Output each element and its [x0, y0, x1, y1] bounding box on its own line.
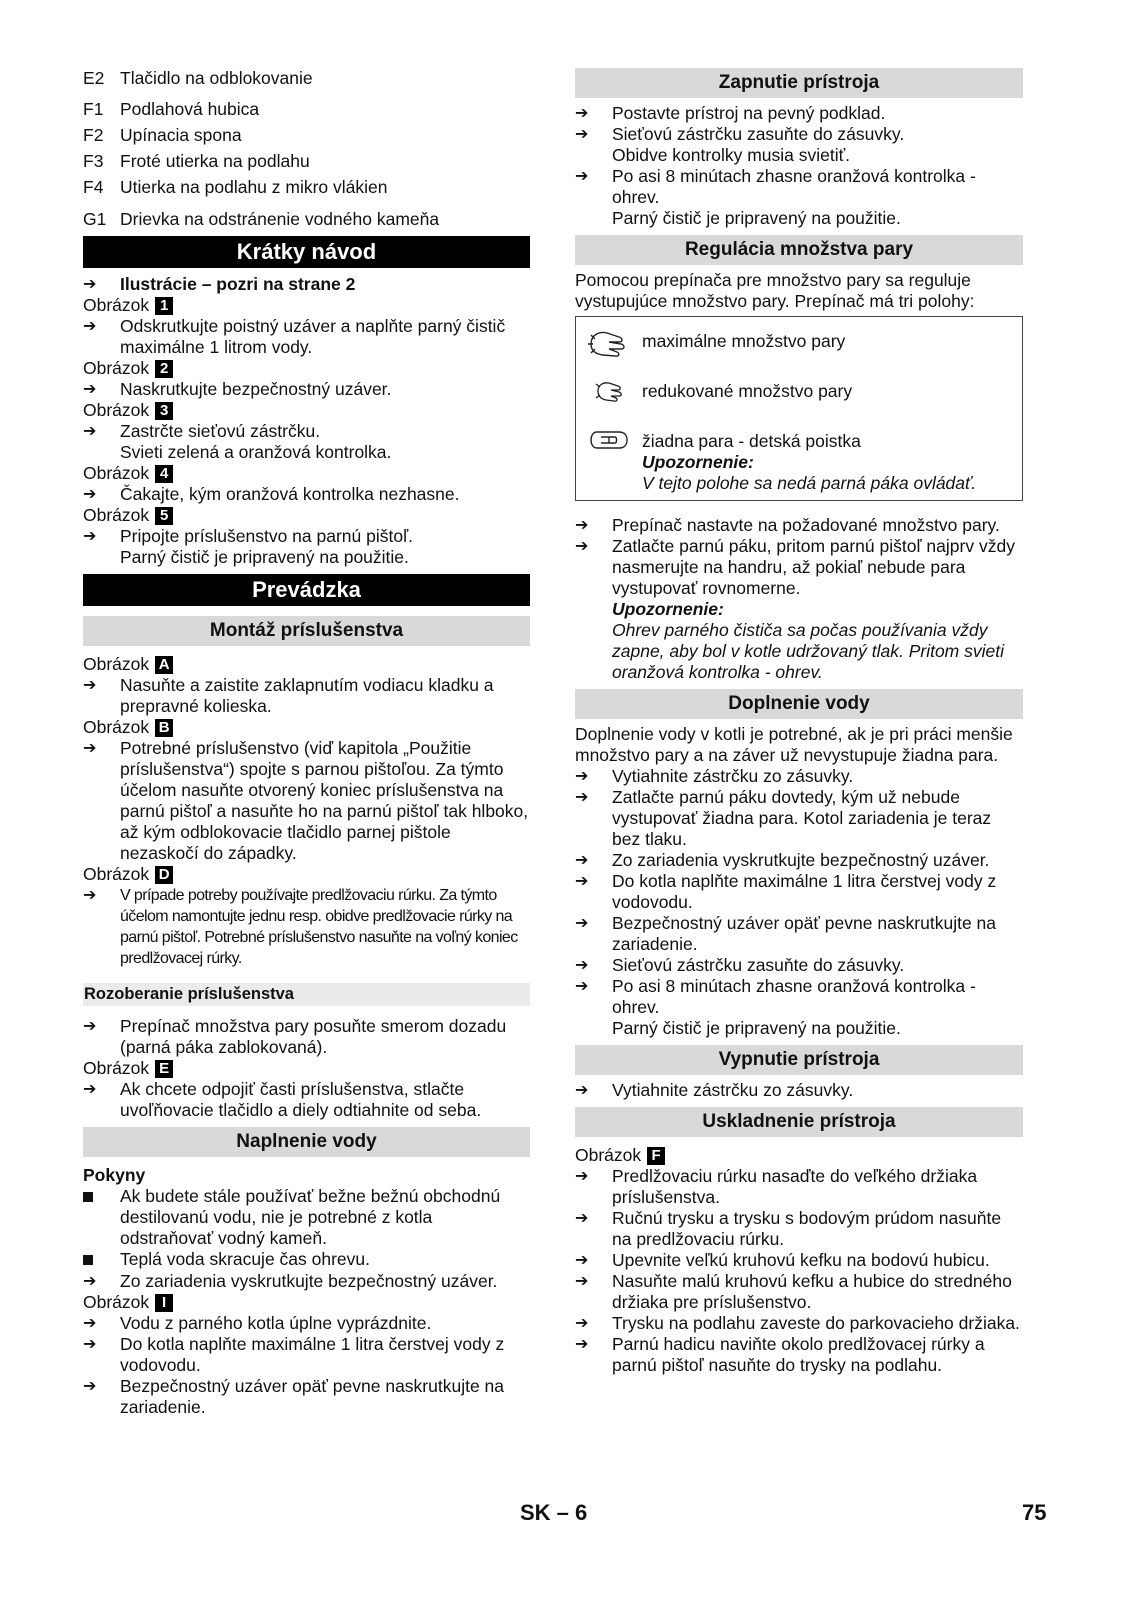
figure-number: F	[647, 1147, 665, 1165]
step-text: Zo zariadenia vyskrutkujte bezpečnostný uzáver.	[120, 1271, 498, 1291]
arrow-icon: ➔	[575, 1210, 589, 1227]
step	[575, 166, 1023, 229]
subsection-heading-regulacia: Regulácia množstva pary	[575, 235, 1023, 265]
step	[83, 526, 530, 568]
figure-ref	[83, 864, 530, 885]
figure-number: D	[155, 866, 173, 884]
step-text: Vodu z parného kotla úplne vyprázdnite.	[120, 1313, 432, 1333]
footer-language-page: SK – 6	[520, 1500, 588, 1525]
paragraph: Pomocou prepínača pre množstvo pary sa reguluje vystupujúce množstvo pary. Prepínač má tri polohy:	[575, 270, 975, 311]
arrow-icon: ➔	[575, 1082, 589, 1099]
section-heading-kratky-navod: Krátky návod	[83, 236, 530, 268]
legend-item	[83, 209, 530, 230]
step-text: Pripojte príslušenstvo na parnú pištoľ.	[120, 526, 414, 546]
step	[575, 871, 1023, 913]
figure-number: 3	[155, 402, 173, 420]
figure-ref	[83, 463, 530, 484]
arrow-icon: ➔	[83, 1081, 97, 1098]
figure-number: A	[155, 656, 173, 674]
step	[575, 850, 1023, 871]
step	[83, 1334, 530, 1376]
step-text: Zatlačte parnú páku dovtedy, kým už nebude vystupovať žiadna para. Kotol zariadenia je teraz bez tlaku.	[612, 787, 992, 849]
arrow-icon: ➔	[83, 1018, 97, 1035]
step	[83, 1271, 530, 1292]
step-text: Po asi 8 minútach zhasne oranžová kontrolka - ohrev.	[612, 976, 976, 1017]
step	[575, 787, 1023, 850]
left-column	[83, 68, 530, 1418]
figure-number: E	[155, 1060, 173, 1078]
step	[83, 885, 530, 969]
step	[575, 955, 1023, 976]
figure-number: 1	[155, 297, 173, 315]
note-text: V tejto polohe sa nedá parná páka ovládať.	[642, 473, 977, 493]
legend-text: Podlahová hubica	[120, 99, 260, 119]
step-result: Parný čistič je pripravený na použitie.	[120, 547, 409, 567]
subsection-heading-vypnutie: Vypnutie prístroja	[575, 1045, 1023, 1075]
subsection-heading-montaz: Montáž príslušenstva	[83, 616, 530, 646]
arrow-icon: ➔	[83, 740, 97, 757]
legend-code: G1	[83, 209, 107, 229]
step-text: Prepínač nastavte na požadované množstvo pary.	[612, 515, 1000, 535]
figure-number: 2	[155, 360, 173, 378]
step-result: Obidve kontrolky musia svietiť.	[612, 145, 851, 165]
step	[575, 1313, 1023, 1334]
step-text: Ručnú trysku a trysku s bodovým prúdom nasuňte na predlžovaciu rúrku.	[612, 1208, 1002, 1249]
step	[575, 1166, 1023, 1208]
step-text: Trysku na podlahu zaveste do parkovacieho držiaka.	[612, 1313, 1020, 1333]
arrow-icon: ➔	[83, 318, 97, 335]
arrow-icon: ➔	[83, 381, 97, 398]
figure-label: Obrázok	[83, 1292, 150, 1312]
arrow-icon: ➔	[83, 276, 97, 293]
step	[83, 316, 530, 358]
bullet-square-icon	[83, 1255, 93, 1265]
step-text: Potrebné príslušenstvo (viď kapitola „Použitie príslušenstva“) spojte s parnou pištoľou. Za týmto účelom nasuňte otvorený koniec príslušenstva na parnú pištoľ a nasuňte ho na parnú pištoľ tak hlboko, až kým odblokovacie tlačidlo parnej pištole nezaskočí do západky.	[120, 738, 529, 863]
figure-label: Obrázok	[83, 463, 150, 483]
step-text: Zastrčte sieťovú zástrčku.	[120, 421, 321, 441]
steam-option-row	[576, 423, 1022, 494]
step-text: Parnú hadicu naviňte okolo predlžovacej rúrky a parnú pištoľ nasuňte do trysky na podlahu.	[612, 1334, 985, 1375]
arrow-icon: ➔	[575, 538, 589, 555]
legend-text: Drievka na odstránenie vodného kameňa	[120, 209, 440, 229]
step	[83, 738, 530, 864]
legend-text: Froté utierka na podlahu	[120, 151, 310, 171]
step-text: Ak chcete odpojiť časti príslušenstva, stlačte uvoľňovacie tlačidlo a diely odtiahnite od seba.	[120, 1079, 482, 1120]
step-result: Parný čistič je pripravený na použitie.	[612, 1018, 901, 1038]
step-text: Upevnite veľkú kruhovú kefku na bodovú hubicu.	[612, 1250, 990, 1270]
note-label: Upozornenie:	[642, 452, 754, 472]
legend-code: F1	[83, 99, 104, 119]
legend-item	[83, 151, 530, 172]
step-text: Predlžovaciu rúrku nasaďte do veľkého držiaka príslušenstva.	[612, 1166, 978, 1207]
figure-ref	[83, 1058, 530, 1079]
step	[575, 1208, 1023, 1250]
bullet-square-icon	[83, 1192, 93, 1202]
arrow-icon: ➔	[575, 517, 589, 534]
step-text: Naskrutkujte bezpečnostný uzáver.	[120, 379, 392, 399]
note-item	[83, 1186, 530, 1249]
legend-item	[83, 125, 530, 146]
step-text: Zo zariadenia vyskrutkujte bezpečnostný uzáver.	[612, 850, 990, 870]
step	[83, 1313, 530, 1334]
arrow-icon: ➔	[575, 1252, 589, 1269]
arrow-icon: ➔	[83, 486, 97, 503]
arrow-icon: ➔	[575, 168, 589, 185]
step	[575, 766, 1023, 787]
arrow-icon: ➔	[575, 978, 589, 995]
figure-number: 5	[155, 507, 173, 525]
arrow-icon: ➔	[575, 1273, 589, 1290]
step-text: Bezpečnostný uzáver opäť pevne naskrutkujte na zariadenie.	[612, 913, 997, 954]
step-text: Sieťovú zástrčku zasuňte do zásuvky.	[612, 955, 905, 975]
figure-label: Obrázok	[575, 1145, 642, 1165]
legend-text: Tlačidlo na odblokovanie	[120, 68, 313, 88]
arrow-icon: ➔	[575, 915, 589, 932]
note-text: Ak budete stále používať bežne bežnú obchodnú destilovanú vodu, nie je potrebné z kotla odstraňovať vodný kameň.	[120, 1186, 501, 1248]
step-text: Ilustrácie – pozri na strane 2	[120, 274, 356, 294]
figure-label: Obrázok	[83, 295, 150, 315]
legend-code: E2	[83, 68, 105, 88]
right-column	[575, 68, 1023, 1376]
step-text: Vytiahnite zástrčku zo zásuvky.	[612, 1080, 854, 1100]
arrow-icon: ➔	[575, 789, 589, 806]
subsection-heading-rozoberanie: Rozoberanie príslušenstva	[83, 983, 530, 1006]
step-text: Odskrutkujte poistný uzáver a naplňte parný čistič maximálne 1 litrom vody.	[120, 316, 506, 357]
figure-label: Obrázok	[83, 505, 150, 525]
step-text: Po asi 8 minútach zhasne oranžová kontrolka - ohrev.	[612, 166, 976, 207]
step	[575, 1250, 1023, 1271]
subsection-heading-zapnutie: Zapnutie prístroja	[575, 68, 1023, 98]
figure-number: 4	[155, 465, 173, 483]
step-text: Prepínač množstva pary posuňte smerom dozadu (parná páka zablokovaná).	[120, 1016, 507, 1057]
arrow-icon: ➔	[575, 105, 589, 122]
figure-ref	[83, 654, 530, 675]
step-text: Nasuňte malú kruhovú kefku a hubice do stredného držiaka pre príslušenstvo.	[612, 1271, 1012, 1312]
legend-code: F4	[83, 177, 104, 197]
step-result: Svieti zelená a oranžová kontrolka.	[120, 442, 392, 462]
arrow-icon: ➔	[575, 1168, 589, 1185]
subsection-heading-doplnenie: Doplnenie vody	[575, 689, 1023, 719]
figure-ref	[575, 1145, 1023, 1166]
steam-option-label: redukované množstvo pary	[642, 381, 853, 401]
note-text: Teplá voda skracuje čas ohrevu.	[120, 1249, 370, 1269]
steam-max-icon	[576, 323, 642, 361]
step-text: Vytiahnite zástrčku zo zásuvky.	[612, 766, 854, 786]
arrow-icon: ➔	[575, 768, 589, 785]
arrow-icon: ➔	[83, 1378, 97, 1395]
step-text: Postavte prístroj na pevný podklad.	[612, 103, 886, 123]
step-text: V prípade potreby používajte predlžovaciu rúrku. Za týmto účelom namontujte jednu resp. obidve predlžovacie rúrky na parnú pištoľ. Potrebné príslušenstvo nasuňte na voľný koniec predlžovacej rúrky.	[120, 887, 518, 967]
step	[83, 675, 530, 717]
legend-text: Utierka na podlahu z mikro vlákien	[120, 177, 388, 197]
figure-label: Obrázok	[83, 1058, 150, 1078]
step-text: Do kotla naplňte maximálne 1 litra čerstvej vody z vodovodu.	[612, 871, 997, 912]
arrow-icon: ➔	[575, 1336, 589, 1353]
child-lock-icon	[576, 423, 642, 453]
footer-page-number: 75	[1022, 1500, 1047, 1525]
step	[575, 913, 1023, 955]
figure-number: I	[155, 1294, 173, 1312]
step	[575, 976, 1023, 1039]
note-text: Ohrev parného čističa sa počas používania vždy zapne, aby bol v kotle udržovaný tlak. Pritom svieti oranžová kontrolka - ohrev.	[612, 620, 1004, 682]
step-text: Zatlačte parnú páku, pritom parnú pištoľ najprv vždy nasmerujte na handru, až pokiaľ nebude para vystupovať rovnomerne.	[612, 536, 1015, 598]
arrow-icon: ➔	[575, 126, 589, 143]
steam-reduced-icon	[576, 373, 642, 405]
legend-code: F3	[83, 151, 104, 171]
steam-option-row	[576, 373, 1022, 423]
step-text: Bezpečnostný uzáver opäť pevne naskrutkujte na zariadenie.	[120, 1376, 505, 1417]
figure-ref	[83, 295, 530, 316]
step	[575, 536, 1023, 683]
step	[575, 103, 1023, 124]
figure-ref	[83, 717, 530, 738]
section-heading-prevadzka: Prevádzka	[83, 574, 530, 606]
figure-ref	[83, 358, 530, 379]
legend-text: Upínacia spona	[120, 125, 242, 145]
step-text: Nasuňte a zaistite zaklapnutím vodiacu kladku a prepravné kolieska.	[120, 675, 494, 716]
step-text: Do kotla naplňte maximálne 1 litra čerstvej vody z vodovodu.	[120, 1334, 505, 1375]
note-item	[83, 1249, 530, 1271]
arrow-icon: ➔	[83, 1315, 97, 1332]
subsection-heading-uskladnenie: Uskladnenie prístroja	[575, 1107, 1023, 1137]
arrow-icon: ➔	[83, 887, 97, 904]
arrow-icon: ➔	[575, 1315, 589, 1332]
notes-heading: Pokyny	[83, 1165, 146, 1185]
step	[575, 124, 1023, 166]
figure-label: Obrázok	[83, 400, 150, 420]
legend-item	[83, 177, 530, 198]
step	[83, 1079, 530, 1121]
step	[575, 1271, 1023, 1313]
paragraph: Doplnenie vody v kotli je potrebné, ak je pri práci menšie množstvo pary a na záver už nevystupuje žiadna para.	[575, 724, 1013, 765]
arrow-icon: ➔	[575, 852, 589, 869]
arrow-icon: ➔	[83, 423, 97, 440]
arrow-icon: ➔	[575, 873, 589, 890]
arrow-icon: ➔	[83, 1336, 97, 1353]
step	[575, 1334, 1023, 1376]
figure-ref	[83, 505, 530, 526]
step-result: Parný čistič je pripravený na použitie.	[612, 208, 901, 228]
step	[83, 274, 530, 295]
legend-code: F2	[83, 125, 104, 145]
step	[575, 515, 1023, 536]
step	[83, 379, 530, 400]
figure-number: B	[155, 719, 173, 737]
steam-option-label: maximálne množstvo pary	[642, 331, 846, 351]
step-text: Sieťovú zástrčku zasuňte do zásuvky.	[612, 124, 905, 144]
step-text: Čakajte, kým oranžová kontrolka nezhasne.	[120, 484, 460, 504]
figure-label: Obrázok	[83, 864, 150, 884]
steam-level-table	[575, 316, 1023, 501]
figure-ref	[83, 400, 530, 421]
figure-label: Obrázok	[83, 358, 150, 378]
legend-item	[83, 68, 530, 89]
step	[83, 421, 530, 463]
step	[575, 1080, 1023, 1101]
subsection-heading-naplnenie: Naplnenie vody	[83, 1127, 530, 1157]
arrow-icon: ➔	[575, 957, 589, 974]
arrow-icon: ➔	[83, 528, 97, 545]
steam-option-row	[576, 323, 1022, 373]
arrow-icon: ➔	[83, 1273, 97, 1290]
step	[83, 1376, 530, 1418]
legend-item	[83, 99, 530, 120]
figure-label: Obrázok	[83, 717, 150, 737]
note-label: Upozornenie:	[612, 599, 724, 619]
steam-option-label: žiadna para - detská poistka	[642, 431, 861, 451]
figure-label: Obrázok	[83, 654, 150, 674]
figure-ref	[83, 1292, 530, 1313]
step	[83, 484, 530, 505]
arrow-icon: ➔	[83, 677, 97, 694]
step	[83, 1016, 530, 1058]
